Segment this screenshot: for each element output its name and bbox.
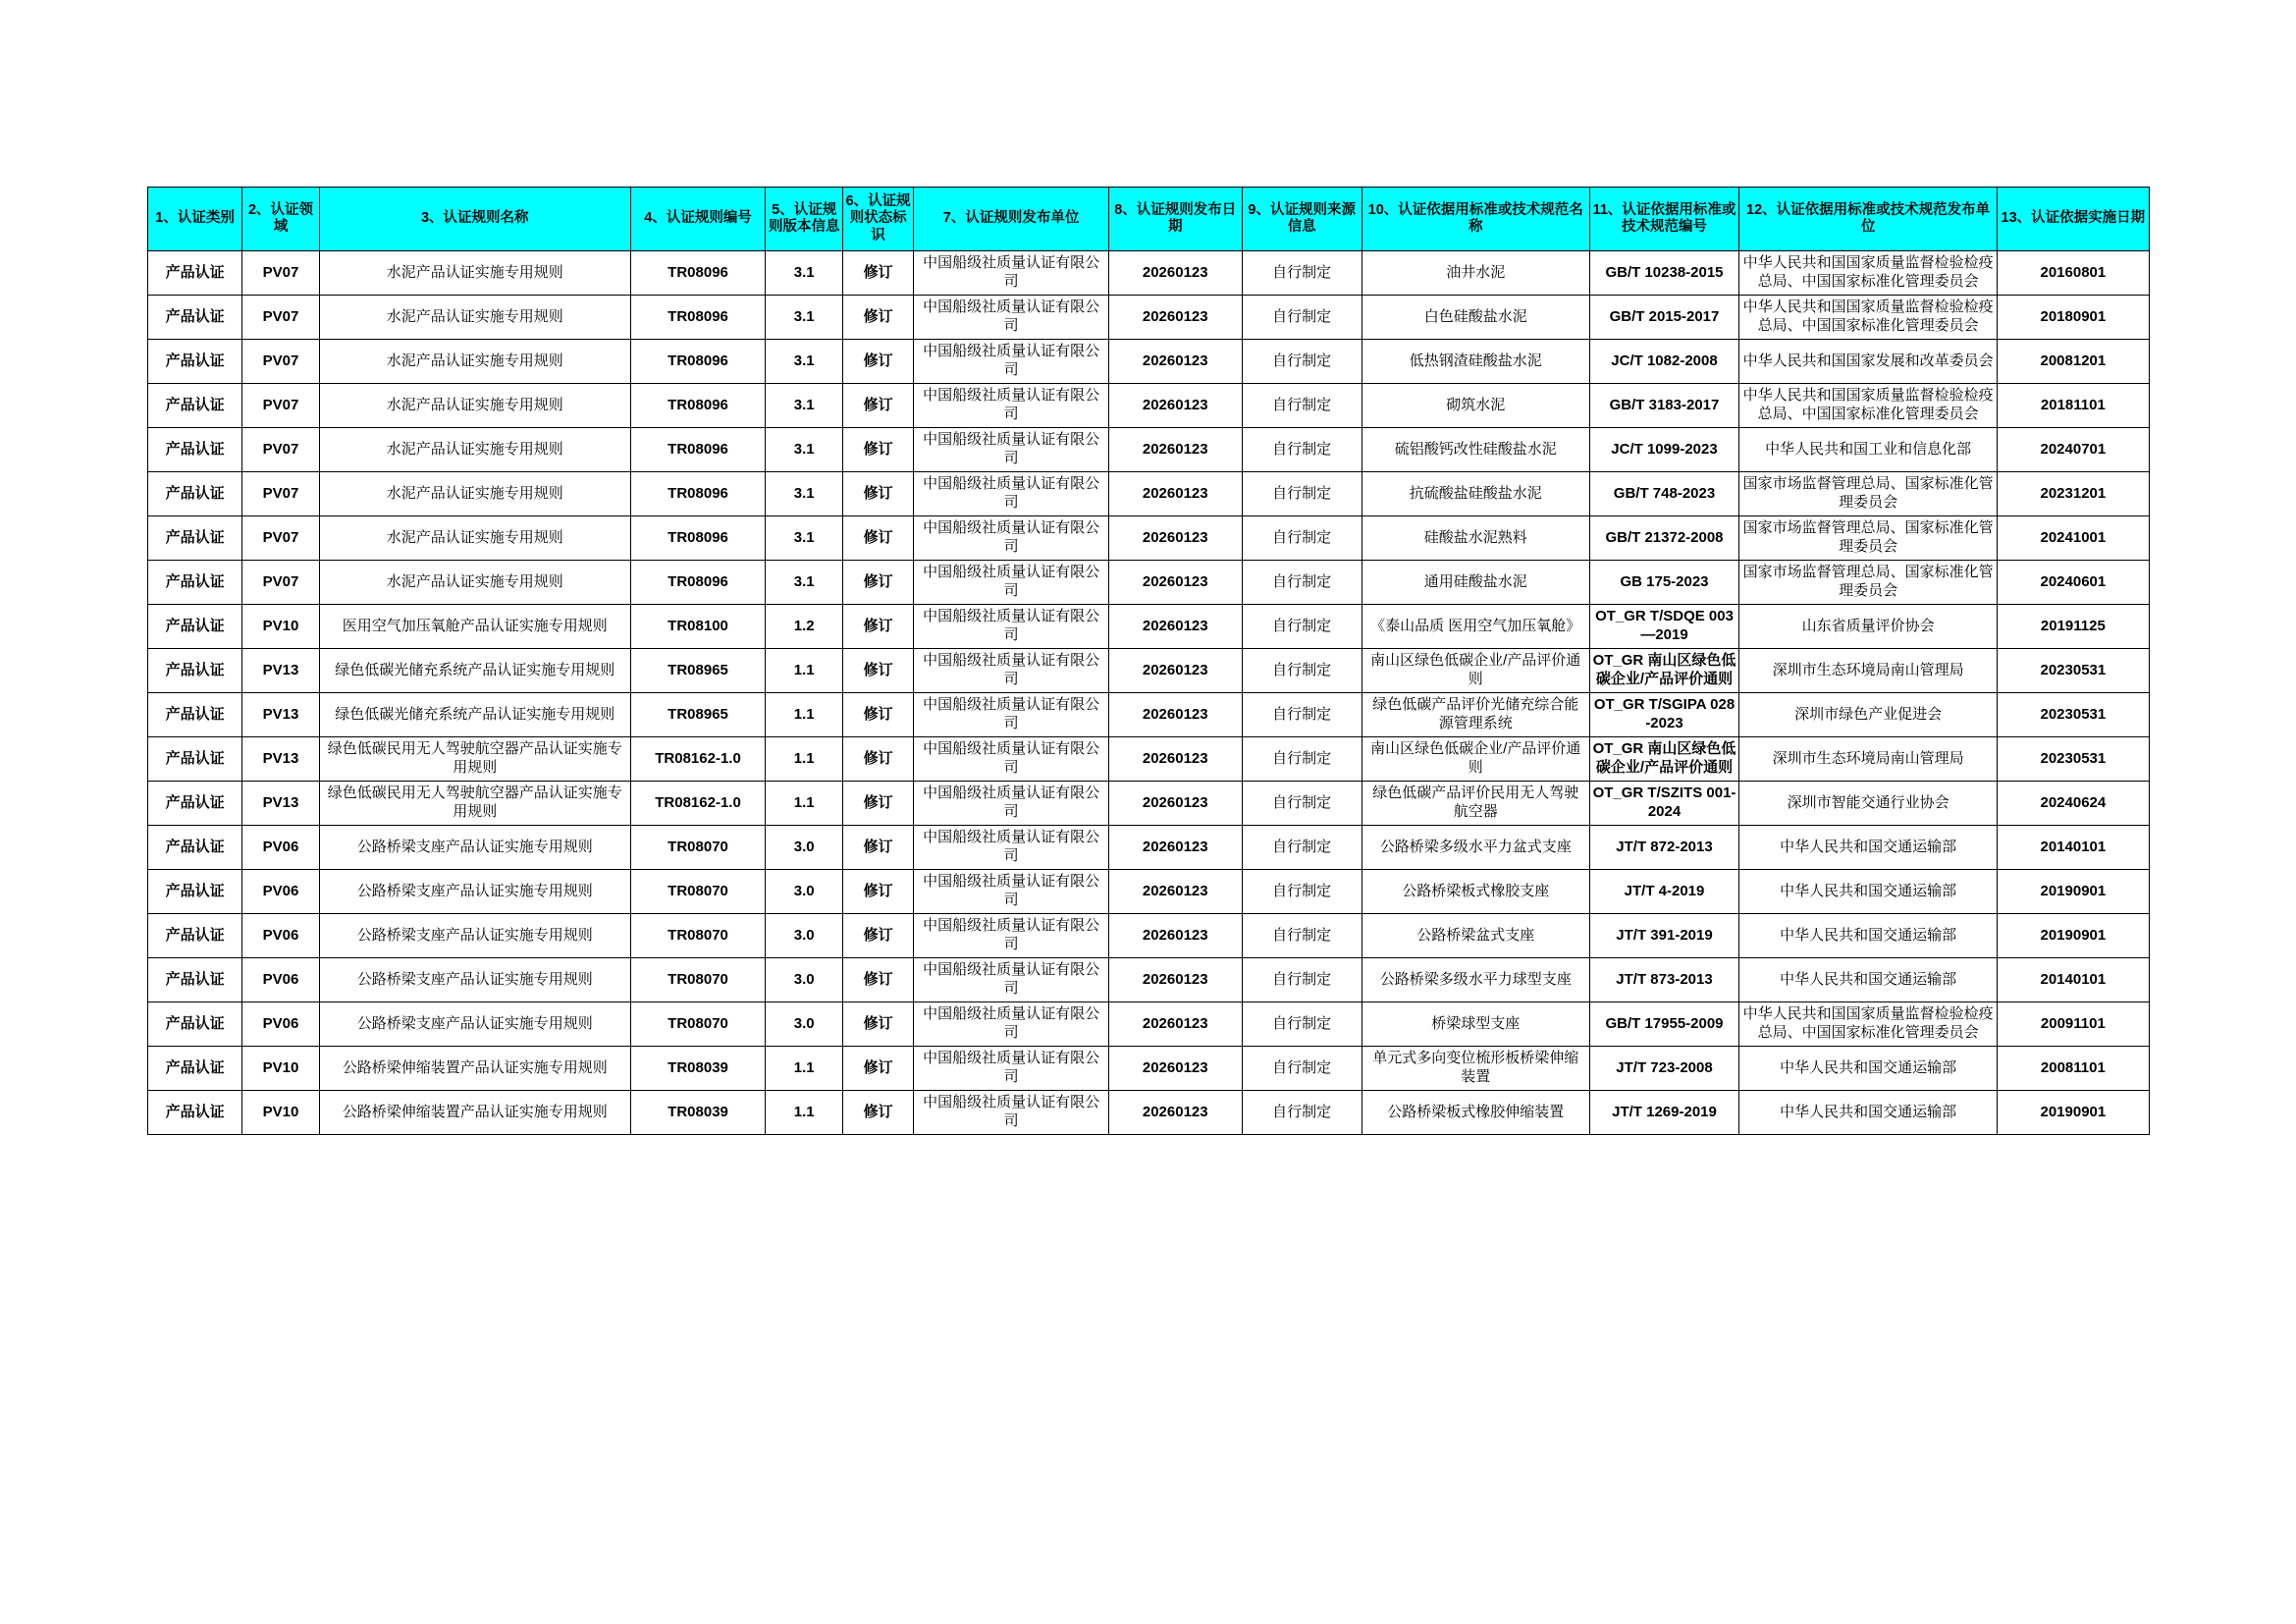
cell-rule-publish-date: 20260123 (1109, 826, 1242, 870)
cell-cert-category: 产品认证 (148, 914, 242, 958)
cell-rule-version: 3.0 (766, 870, 843, 914)
cell-rule-version: 1.1 (766, 649, 843, 693)
cell-rule-status: 修订 (843, 1047, 914, 1091)
cell-rule-name: 水泥产品认证实施专用规则 (319, 428, 630, 472)
cell-rule-publisher: 中国船级社质量认证有限公司 (914, 870, 1109, 914)
cell-standard-effective-date: 20231201 (1997, 472, 2149, 516)
cell-rule-name: 绿色低碳民用无人驾驶航空器产品认证实施专用规则 (319, 737, 630, 782)
cell-standard-publisher: 国家市场监督管理总局、国家标准化管理委员会 (1739, 472, 1997, 516)
cell-cert-field: PV13 (242, 737, 320, 782)
cell-standard-name: 砌筑水泥 (1362, 384, 1589, 428)
cell-rule-source: 自行制定 (1242, 737, 1362, 782)
cell-rule-version: 3.0 (766, 958, 843, 1002)
cell-standard-effective-date: 20140101 (1997, 826, 2149, 870)
cell-rule-name: 水泥产品认证实施专用规则 (319, 561, 630, 605)
cell-cert-category: 产品认证 (148, 340, 242, 384)
cell-standard-number: GB/T 2015-2017 (1589, 296, 1739, 340)
cell-cert-category: 产品认证 (148, 472, 242, 516)
cell-cert-category: 产品认证 (148, 561, 242, 605)
cell-rule-source: 自行制定 (1242, 1091, 1362, 1135)
table-row (148, 1047, 2150, 1091)
column-header-standard-number: 11、认证依据用标准或技术规范编号 (1589, 188, 1739, 251)
cell-cert-category: 产品认证 (148, 693, 242, 737)
cell-cert-category: 产品认证 (148, 1002, 242, 1047)
cell-standard-name: 公路桥梁多级水平力球型支座 (1362, 958, 1589, 1002)
cell-cert-category: 产品认证 (148, 1047, 242, 1091)
cell-rule-name: 水泥产品认证实施专用规则 (319, 516, 630, 561)
cell-rule-source: 自行制定 (1242, 1047, 1362, 1091)
cell-standard-publisher: 中华人民共和国国家质量监督检验检疫总局、中国国家标准化管理委员会 (1739, 296, 1997, 340)
cell-rule-number: TR08100 (630, 605, 766, 649)
cell-rule-publish-date: 20260123 (1109, 516, 1242, 561)
cell-rule-number: TR08096 (630, 340, 766, 384)
cell-rule-number: TR08039 (630, 1091, 766, 1135)
cell-rule-publish-date: 20260123 (1109, 428, 1242, 472)
cell-rule-number: TR08070 (630, 958, 766, 1002)
cell-rule-source: 自行制定 (1242, 914, 1362, 958)
cell-standard-number: JC/T 1082-2008 (1589, 340, 1739, 384)
cell-standard-publisher: 中华人民共和国交通运输部 (1739, 1091, 1997, 1135)
cell-standard-effective-date: 20081101 (1997, 1047, 2149, 1091)
cell-rule-publish-date: 20260123 (1109, 384, 1242, 428)
cell-standard-name: 白色硅酸盐水泥 (1362, 296, 1589, 340)
cell-rule-number: TR08096 (630, 516, 766, 561)
cell-standard-number: OT_GR T/SZITS 001-2024 (1589, 782, 1739, 826)
cell-rule-publish-date: 20260123 (1109, 1047, 1242, 1091)
cell-cert-category: 产品认证 (148, 958, 242, 1002)
cell-rule-publish-date: 20260123 (1109, 782, 1242, 826)
cell-rule-number: TR08965 (630, 693, 766, 737)
cell-rule-number: TR08096 (630, 428, 766, 472)
table-row (148, 782, 2150, 826)
cell-rule-version: 1.2 (766, 605, 843, 649)
cell-rule-publisher: 中国船级社质量认证有限公司 (914, 561, 1109, 605)
cell-rule-source: 自行制定 (1242, 251, 1362, 296)
cell-rule-publisher: 中国船级社质量认证有限公司 (914, 516, 1109, 561)
cell-cert-field: PV07 (242, 251, 320, 296)
cell-rule-name: 公路桥梁支座产品认证实施专用规则 (319, 826, 630, 870)
cell-cert-category: 产品认证 (148, 782, 242, 826)
cell-standard-effective-date: 20191125 (1997, 605, 2149, 649)
cell-standard-name: 绿色低碳产品评价民用无人驾驶航空器 (1362, 782, 1589, 826)
cell-standard-publisher: 深圳市生态环境局南山管理局 (1739, 737, 1997, 782)
cell-standard-effective-date: 20230531 (1997, 649, 2149, 693)
cell-cert-field: PV06 (242, 870, 320, 914)
cell-standard-number: OT_GR T/SDQE 003—2019 (1589, 605, 1739, 649)
cell-standard-effective-date: 20190901 (1997, 870, 2149, 914)
cell-rule-version: 3.1 (766, 340, 843, 384)
cell-rule-number: TR08096 (630, 472, 766, 516)
table-row (148, 296, 2150, 340)
cell-standard-effective-date: 20190901 (1997, 914, 2149, 958)
table-row (148, 472, 2150, 516)
cell-rule-publisher: 中国船级社质量认证有限公司 (914, 737, 1109, 782)
cell-rule-name: 绿色低碳光储充系统产品认证实施专用规则 (319, 649, 630, 693)
cell-rule-source: 自行制定 (1242, 428, 1362, 472)
table-row (148, 251, 2150, 296)
cell-rule-publisher: 中国船级社质量认证有限公司 (914, 384, 1109, 428)
cell-standard-effective-date: 20240701 (1997, 428, 2149, 472)
cell-rule-status: 修订 (843, 737, 914, 782)
cell-rule-name: 公路桥梁伸缩装置产品认证实施专用规则 (319, 1047, 630, 1091)
cell-cert-field: PV10 (242, 1047, 320, 1091)
cell-cert-field: PV13 (242, 782, 320, 826)
cell-rule-publisher: 中国船级社质量认证有限公司 (914, 826, 1109, 870)
cell-cert-field: PV13 (242, 649, 320, 693)
cell-standard-number: JT/T 391-2019 (1589, 914, 1739, 958)
cell-standard-number: JC/T 1099-2023 (1589, 428, 1739, 472)
cell-rule-status: 修订 (843, 693, 914, 737)
cell-rule-version: 1.1 (766, 693, 843, 737)
cell-rule-version: 3.1 (766, 561, 843, 605)
cell-rule-number: TR08096 (630, 251, 766, 296)
cell-cert-field: PV07 (242, 561, 320, 605)
cell-rule-source: 自行制定 (1242, 296, 1362, 340)
cell-rule-publish-date: 20260123 (1109, 296, 1242, 340)
cell-rule-publisher: 中国船级社质量认证有限公司 (914, 1002, 1109, 1047)
cell-rule-name: 公路桥梁支座产品认证实施专用规则 (319, 870, 630, 914)
column-header-rule-publisher: 7、认证规则发布单位 (914, 188, 1109, 251)
cell-standard-number: GB/T 10238-2015 (1589, 251, 1739, 296)
cell-cert-field: PV06 (242, 826, 320, 870)
cell-standard-name: 通用硅酸盐水泥 (1362, 561, 1589, 605)
cell-rule-publisher: 中国船级社质量认证有限公司 (914, 782, 1109, 826)
cell-cert-field: PV06 (242, 914, 320, 958)
cell-standard-name: 硅酸盐水泥熟料 (1362, 516, 1589, 561)
cell-standard-name: 南山区绿色低碳企业/产品评价通则 (1362, 737, 1589, 782)
cell-rule-source: 自行制定 (1242, 561, 1362, 605)
cell-standard-publisher: 深圳市智能交通行业协会 (1739, 782, 1997, 826)
table-body (148, 251, 2150, 1135)
cell-rule-name: 公路桥梁支座产品认证实施专用规则 (319, 958, 630, 1002)
cell-rule-publisher: 中国船级社质量认证有限公司 (914, 958, 1109, 1002)
cell-rule-status: 修订 (843, 384, 914, 428)
cell-standard-effective-date: 20180901 (1997, 296, 2149, 340)
cell-rule-source: 自行制定 (1242, 1002, 1362, 1047)
column-header-standard-effective-date: 13、认证依据实施日期 (1997, 188, 2149, 251)
cell-cert-category: 产品认证 (148, 1091, 242, 1135)
table-row (148, 1002, 2150, 1047)
column-header-rule-version: 5、认证规则版本信息 (766, 188, 843, 251)
cell-rule-publish-date: 20260123 (1109, 251, 1242, 296)
cell-rule-source: 自行制定 (1242, 782, 1362, 826)
cell-standard-name: 公路桥梁多级水平力盆式支座 (1362, 826, 1589, 870)
cell-cert-category: 产品认证 (148, 826, 242, 870)
column-header-rule-publish-date: 8、认证规则发布日期 (1109, 188, 1242, 251)
cell-rule-source: 自行制定 (1242, 340, 1362, 384)
cell-cert-field: PV07 (242, 516, 320, 561)
cell-standard-number: OT_GR 南山区绿色低碳企业/产品评价通则 (1589, 737, 1739, 782)
table-row (148, 384, 2150, 428)
cell-standard-effective-date: 20230531 (1997, 693, 2149, 737)
cell-rule-status: 修订 (843, 605, 914, 649)
table-row (148, 693, 2150, 737)
cell-rule-number: TR08039 (630, 1047, 766, 1091)
cell-rule-publish-date: 20260123 (1109, 605, 1242, 649)
cell-rule-publisher: 中国船级社质量认证有限公司 (914, 914, 1109, 958)
cell-rule-publisher: 中国船级社质量认证有限公司 (914, 693, 1109, 737)
cell-rule-source: 自行制定 (1242, 384, 1362, 428)
cell-cert-field: PV07 (242, 428, 320, 472)
cell-standard-number: JT/T 873-2013 (1589, 958, 1739, 1002)
cell-rule-version: 3.0 (766, 1002, 843, 1047)
cell-standard-name: 硫铝酸钙改性硅酸盐水泥 (1362, 428, 1589, 472)
cell-standard-number: GB 175-2023 (1589, 561, 1739, 605)
cell-standard-publisher: 中华人民共和国交通运输部 (1739, 958, 1997, 1002)
cell-standard-effective-date: 20081201 (1997, 340, 2149, 384)
cell-rule-publish-date: 20260123 (1109, 693, 1242, 737)
cell-cert-category: 产品认证 (148, 605, 242, 649)
cell-rule-version: 3.0 (766, 914, 843, 958)
cell-rule-publisher: 中国船级社质量认证有限公司 (914, 428, 1109, 472)
cell-rule-status: 修订 (843, 251, 914, 296)
cell-rule-publish-date: 20260123 (1109, 1002, 1242, 1047)
cell-standard-effective-date: 20160801 (1997, 251, 2149, 296)
table-row (148, 605, 2150, 649)
cell-standard-name: 公路桥梁板式橡胶支座 (1362, 870, 1589, 914)
cell-standard-name: 低热钢渣硅酸盐水泥 (1362, 340, 1589, 384)
cell-rule-publish-date: 20260123 (1109, 561, 1242, 605)
cell-cert-field: PV07 (242, 384, 320, 428)
cell-rule-number: TR08096 (630, 296, 766, 340)
cell-rule-status: 修订 (843, 472, 914, 516)
column-header-rule-name: 3、认证规则名称 (319, 188, 630, 251)
cell-rule-publisher: 中国船级社质量认证有限公司 (914, 605, 1109, 649)
cell-rule-version: 3.1 (766, 251, 843, 296)
cell-cert-field: PV07 (242, 296, 320, 340)
cell-rule-publish-date: 20260123 (1109, 958, 1242, 1002)
cell-rule-name: 公路桥梁伸缩装置产品认证实施专用规则 (319, 1091, 630, 1135)
cell-rule-number: TR08096 (630, 384, 766, 428)
cell-rule-name: 公路桥梁支座产品认证实施专用规则 (319, 1002, 630, 1047)
cell-rule-version: 1.1 (766, 737, 843, 782)
cell-rule-name: 水泥产品认证实施专用规则 (319, 251, 630, 296)
table-row (148, 428, 2150, 472)
cell-rule-version: 3.0 (766, 826, 843, 870)
cell-standard-name: 南山区绿色低碳企业/产品评价通则 (1362, 649, 1589, 693)
cell-rule-status: 修订 (843, 914, 914, 958)
cell-standard-publisher: 中华人民共和国交通运输部 (1739, 914, 1997, 958)
cell-standard-number: GB/T 748-2023 (1589, 472, 1739, 516)
cell-cert-field: PV13 (242, 693, 320, 737)
cell-standard-number: OT_GR T/SGIPA 028-2023 (1589, 693, 1739, 737)
cell-standard-name: 公路桥梁板式橡胶伸缩装置 (1362, 1091, 1589, 1135)
column-header-rule-number: 4、认证规则编号 (630, 188, 766, 251)
cell-rule-number: TR08162-1.0 (630, 737, 766, 782)
cell-rule-status: 修订 (843, 958, 914, 1002)
cell-standard-number: JT/T 872-2013 (1589, 826, 1739, 870)
column-header-standard-name: 10、认证依据用标准或技术规范名称 (1362, 188, 1589, 251)
cell-rule-version: 1.1 (766, 1091, 843, 1135)
cell-standard-effective-date: 20140101 (1997, 958, 2149, 1002)
table-row (148, 1091, 2150, 1135)
column-header-rule-status: 6、认证规则状态标识 (843, 188, 914, 251)
cell-cert-category: 产品认证 (148, 649, 242, 693)
cell-rule-version: 3.1 (766, 428, 843, 472)
cell-rule-status: 修订 (843, 516, 914, 561)
cell-rule-source: 自行制定 (1242, 472, 1362, 516)
column-header-standard-publisher: 12、认证依据用标准或技术规范发布单位 (1739, 188, 1997, 251)
cell-standard-number: JT/T 723-2008 (1589, 1047, 1739, 1091)
cell-cert-category: 产品认证 (148, 516, 242, 561)
cell-rule-name: 绿色低碳光储充系统产品认证实施专用规则 (319, 693, 630, 737)
cell-standard-number: GB/T 3183-2017 (1589, 384, 1739, 428)
cell-standard-name: 油井水泥 (1362, 251, 1589, 296)
cell-standard-effective-date: 20240624 (1997, 782, 2149, 826)
cell-standard-effective-date: 20241001 (1997, 516, 2149, 561)
cell-rule-status: 修订 (843, 296, 914, 340)
cell-rule-version: 1.1 (766, 782, 843, 826)
cell-rule-publisher: 中国船级社质量认证有限公司 (914, 251, 1109, 296)
cell-standard-publisher: 中华人民共和国交通运输部 (1739, 1047, 1997, 1091)
column-header-cert-category: 1、认证类别 (148, 188, 242, 251)
cell-standard-publisher: 中华人民共和国国家发展和改革委员会 (1739, 340, 1997, 384)
cell-cert-category: 产品认证 (148, 737, 242, 782)
cell-cert-field: PV07 (242, 472, 320, 516)
table-row (148, 826, 2150, 870)
table-row (148, 914, 2150, 958)
cell-rule-name: 水泥产品认证实施专用规则 (319, 472, 630, 516)
table-row (148, 561, 2150, 605)
cell-rule-source: 自行制定 (1242, 958, 1362, 1002)
cell-standard-name: 《泰山品质 医用空气加压氧舱》 (1362, 605, 1589, 649)
cell-rule-number: TR08162-1.0 (630, 782, 766, 826)
cell-cert-category: 产品认证 (148, 251, 242, 296)
cell-standard-number: JT/T 1269-2019 (1589, 1091, 1739, 1135)
cell-standard-effective-date: 20091101 (1997, 1002, 2149, 1047)
cell-cert-field: PV10 (242, 1091, 320, 1135)
cell-rule-name: 公路桥梁支座产品认证实施专用规则 (319, 914, 630, 958)
cell-standard-publisher: 中华人民共和国工业和信息化部 (1739, 428, 1997, 472)
cell-rule-status: 修订 (843, 1091, 914, 1135)
cell-rule-status: 修订 (843, 826, 914, 870)
table-row (148, 737, 2150, 782)
table-row (148, 870, 2150, 914)
cell-standard-name: 桥梁球型支座 (1362, 1002, 1589, 1047)
cell-rule-publish-date: 20260123 (1109, 737, 1242, 782)
cell-rule-name: 绿色低碳民用无人驾驶航空器产品认证实施专用规则 (319, 782, 630, 826)
cell-rule-name: 医用空气加压氧舱产品认证实施专用规则 (319, 605, 630, 649)
cell-rule-name: 水泥产品认证实施专用规则 (319, 340, 630, 384)
column-header-rule-source: 9、认证规则来源信息 (1242, 188, 1362, 251)
cell-rule-name: 水泥产品认证实施专用规则 (319, 296, 630, 340)
cell-standard-number: GB/T 21372-2008 (1589, 516, 1739, 561)
cell-rule-number: TR08070 (630, 1002, 766, 1047)
cell-standard-name: 公路桥梁盆式支座 (1362, 914, 1589, 958)
cell-rule-version: 3.1 (766, 472, 843, 516)
cell-rule-source: 自行制定 (1242, 826, 1362, 870)
cell-rule-publish-date: 20260123 (1109, 472, 1242, 516)
table-row (148, 516, 2150, 561)
cell-rule-status: 修订 (843, 870, 914, 914)
cell-rule-source: 自行制定 (1242, 870, 1362, 914)
cell-standard-publisher: 中华人民共和国国家质量监督检验检疫总局、中国国家标准化管理委员会 (1739, 251, 1997, 296)
certification-rules-table-wrap (147, 187, 2150, 1135)
cell-standard-name: 单元式多向变位梳形板桥梁伸缩装置 (1362, 1047, 1589, 1091)
table-row (148, 649, 2150, 693)
table-row (148, 958, 2150, 1002)
cell-rule-version: 3.1 (766, 516, 843, 561)
cell-rule-status: 修订 (843, 561, 914, 605)
cell-rule-version: 3.1 (766, 296, 843, 340)
cell-rule-publish-date: 20260123 (1109, 870, 1242, 914)
table-header-row (148, 188, 2150, 251)
cell-rule-status: 修订 (843, 649, 914, 693)
table-row (148, 340, 2150, 384)
cell-rule-version: 3.1 (766, 384, 843, 428)
cell-standard-name: 绿色低碳产品评价光储充综合能源管理系统 (1362, 693, 1589, 737)
cell-cert-category: 产品认证 (148, 870, 242, 914)
cell-standard-name: 抗硫酸盐硅酸盐水泥 (1362, 472, 1589, 516)
column-header-cert-field: 2、认证领域 (242, 188, 320, 251)
cell-standard-publisher: 中华人民共和国国家质量监督检验检疫总局、中国国家标准化管理委员会 (1739, 384, 1997, 428)
cell-standard-effective-date: 20181101 (1997, 384, 2149, 428)
cell-rule-source: 自行制定 (1242, 693, 1362, 737)
cell-rule-publish-date: 20260123 (1109, 649, 1242, 693)
cell-rule-publisher: 中国船级社质量认证有限公司 (914, 1047, 1109, 1091)
certification-rules-table (147, 187, 2150, 1135)
cell-standard-effective-date: 20190901 (1997, 1091, 2149, 1135)
cell-rule-publish-date: 20260123 (1109, 914, 1242, 958)
cell-rule-status: 修订 (843, 428, 914, 472)
cell-cert-category: 产品认证 (148, 384, 242, 428)
cell-rule-publisher: 中国船级社质量认证有限公司 (914, 296, 1109, 340)
cell-standard-number: OT_GR 南山区绿色低碳企业/产品评价通则 (1589, 649, 1739, 693)
cell-rule-publisher: 中国船级社质量认证有限公司 (914, 472, 1109, 516)
cell-rule-source: 自行制定 (1242, 605, 1362, 649)
cell-rule-source: 自行制定 (1242, 516, 1362, 561)
cell-standard-number: GB/T 17955-2009 (1589, 1002, 1739, 1047)
cell-cert-category: 产品认证 (148, 296, 242, 340)
cell-standard-publisher: 中华人民共和国交通运输部 (1739, 826, 1997, 870)
cell-cert-field: PV06 (242, 1002, 320, 1047)
cell-rule-number: TR08070 (630, 870, 766, 914)
cell-rule-number: TR08070 (630, 914, 766, 958)
cell-standard-publisher: 国家市场监督管理总局、国家标准化管理委员会 (1739, 561, 1997, 605)
table-header (148, 188, 2150, 251)
cell-standard-publisher: 中华人民共和国交通运输部 (1739, 870, 1997, 914)
cell-cert-category: 产品认证 (148, 428, 242, 472)
cell-rule-source: 自行制定 (1242, 649, 1362, 693)
cell-standard-effective-date: 20230531 (1997, 737, 2149, 782)
cell-cert-field: PV10 (242, 605, 320, 649)
cell-rule-publisher: 中国船级社质量认证有限公司 (914, 1091, 1109, 1135)
cell-standard-publisher: 国家市场监督管理总局、国家标准化管理委员会 (1739, 516, 1997, 561)
cell-rule-publish-date: 20260123 (1109, 1091, 1242, 1135)
cell-standard-publisher: 深圳市生态环境局南山管理局 (1739, 649, 1997, 693)
cell-rule-publish-date: 20260123 (1109, 340, 1242, 384)
cell-rule-number: TR08965 (630, 649, 766, 693)
cell-rule-name: 水泥产品认证实施专用规则 (319, 384, 630, 428)
cell-rule-number: TR08096 (630, 561, 766, 605)
cell-rule-status: 修订 (843, 782, 914, 826)
cell-cert-field: PV07 (242, 340, 320, 384)
cell-standard-effective-date: 20240601 (1997, 561, 2149, 605)
cell-rule-number: TR08070 (630, 826, 766, 870)
cell-standard-publisher: 深圳市绿色产业促进会 (1739, 693, 1997, 737)
cell-standard-publisher: 中华人民共和国国家质量监督检验检疫总局、中国国家标准化管理委员会 (1739, 1002, 1997, 1047)
cell-rule-publisher: 中国船级社质量认证有限公司 (914, 340, 1109, 384)
cell-standard-number: JT/T 4-2019 (1589, 870, 1739, 914)
cell-standard-publisher: 山东省质量评价协会 (1739, 605, 1997, 649)
cell-cert-field: PV06 (242, 958, 320, 1002)
cell-rule-status: 修订 (843, 340, 914, 384)
cell-rule-version: 1.1 (766, 1047, 843, 1091)
cell-rule-publisher: 中国船级社质量认证有限公司 (914, 649, 1109, 693)
cell-rule-status: 修订 (843, 1002, 914, 1047)
